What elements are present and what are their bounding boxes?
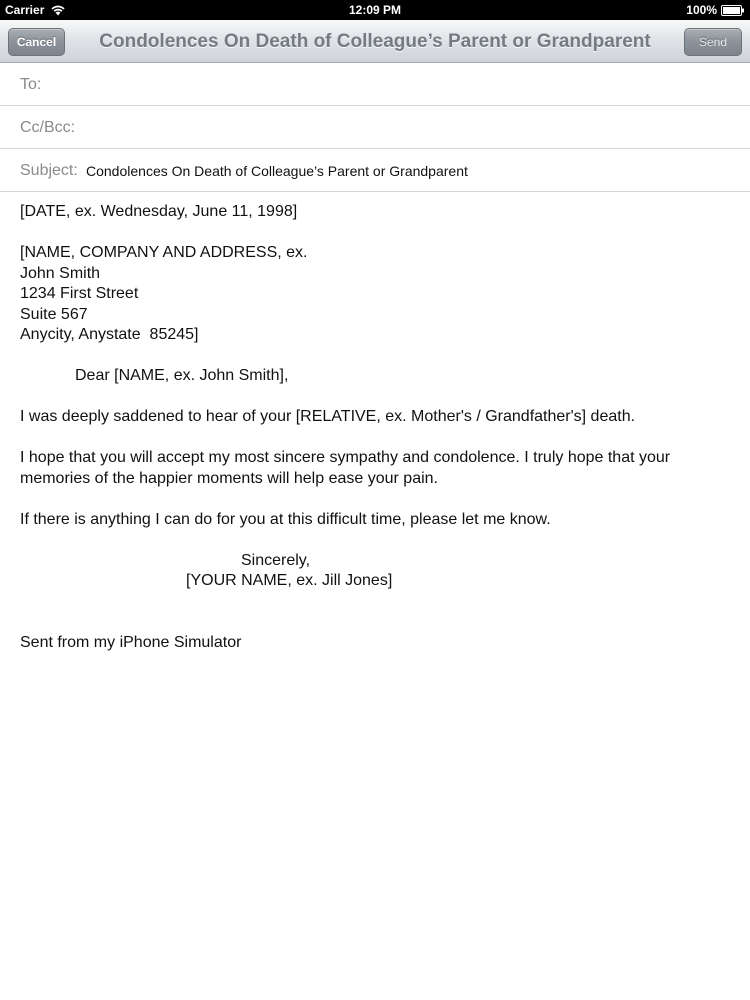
page-title: Condolences On Death of Colleague’s Parent or Grandparent (99, 31, 651, 52)
subject-input[interactable]: Condolences On Death of Colleague’s Parent or Grandparent (86, 163, 468, 179)
body-date: [DATE, ex. Wednesday, June 11, 1998] (20, 203, 298, 220)
body-sent-from: Sent from my iPhone Simulator (20, 633, 242, 651)
battery-indicator (686, 3, 745, 17)
to-field[interactable] (0, 63, 750, 106)
battery-icon (721, 5, 745, 16)
message-body[interactable] (20, 202, 735, 653)
to-label: To: (20, 76, 42, 93)
subject-label: Subject: (20, 162, 78, 179)
cancel-button[interactable]: Cancel (8, 28, 65, 56)
body-paragraph-2-line-1: I hope that you will accept my most sincere sympathy and condolence. I truly hope that your (20, 449, 671, 466)
cc-bcc-label: Cc/Bcc: (20, 119, 76, 136)
battery-label: 100% (686, 3, 717, 17)
body-address-line: John Smith (20, 264, 101, 282)
body-address-line: [NAME, COMPANY AND ADDRESS, ex. (20, 244, 308, 261)
body-address-line: Suite 567 (20, 305, 88, 323)
cc-bcc-field[interactable] (0, 106, 750, 149)
body-paragraph-2-line-2: memories of the happier moments will help ease your pain. (20, 469, 438, 487)
body-closing: Sincerely, (241, 551, 311, 569)
body-paragraph-1: I was deeply saddened to hear of your [RELATIVE, ex. Mother's / Grandfather's] death. (20, 408, 636, 425)
body-signature: [YOUR NAME, ex. Jill Jones] (186, 572, 393, 589)
subject-field[interactable] (0, 149, 750, 192)
body-address-line: 1234 First Street (20, 285, 139, 302)
body-paragraph-3: If there is anything I can do for you at this difficult time, please let me know. (20, 510, 551, 528)
send-button[interactable]: Send (684, 28, 742, 56)
nav-bar (0, 20, 750, 63)
carrier-label: Carrier (5, 3, 45, 17)
body-address-line: Anycity, Anystate 85245] (20, 326, 199, 343)
status-time: 12:09 PM (348, 3, 402, 17)
status-bar (0, 0, 750, 20)
body-greeting: Dear [NAME, ex. John Smith], (75, 367, 289, 384)
